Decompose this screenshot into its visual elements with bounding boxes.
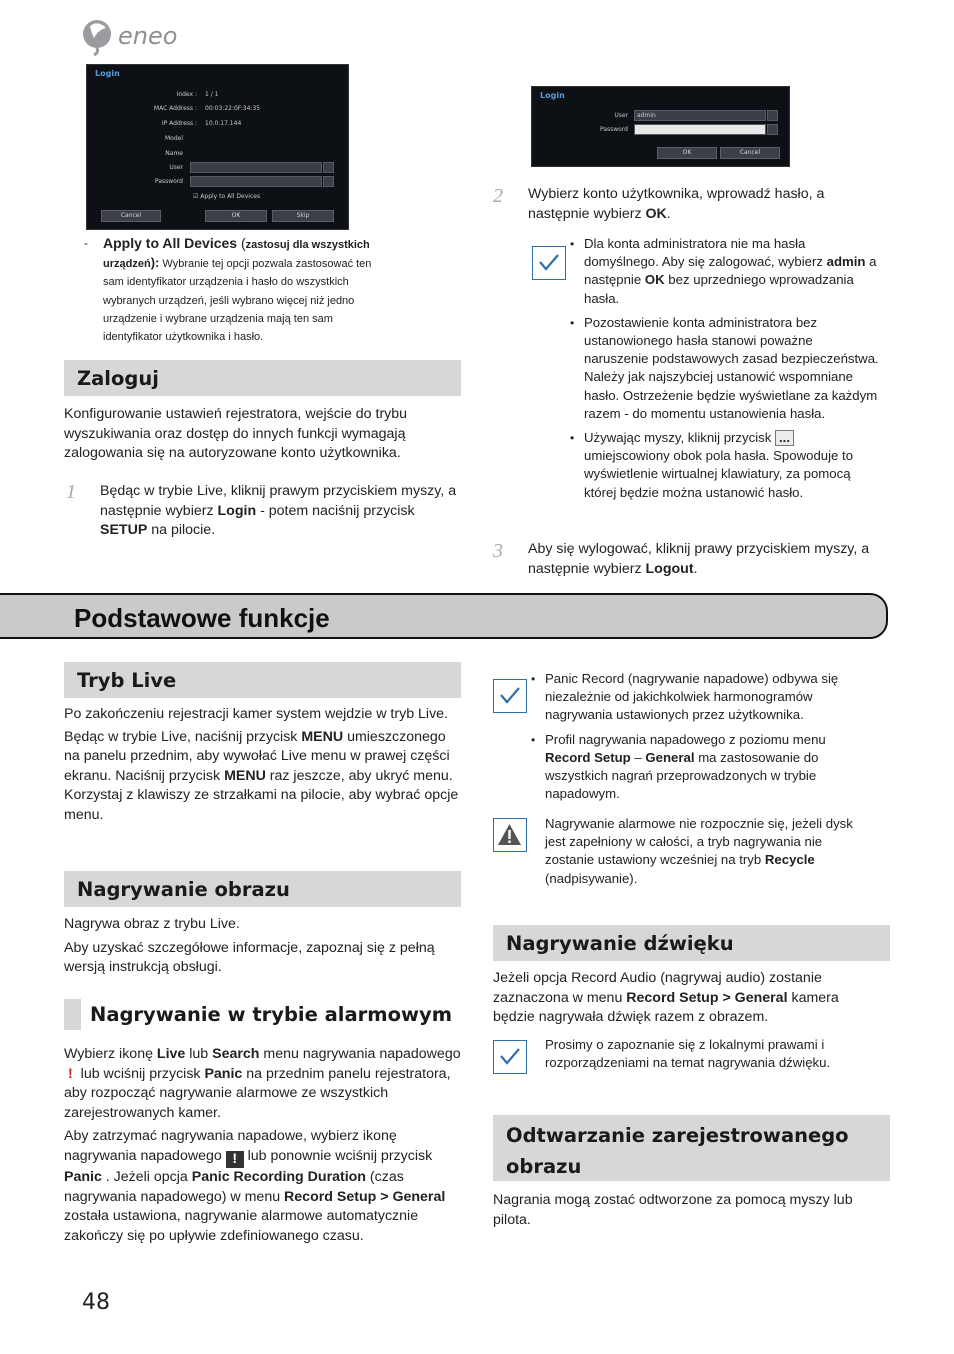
keyboard-button[interactable] — [323, 176, 334, 187]
note-text: – — [630, 749, 646, 765]
login-dialog-screenshot-a — [86, 64, 349, 230]
step-text: . — [666, 205, 671, 222]
paragraph — [64, 1045, 464, 1123]
apply-all-note — [84, 234, 384, 346]
para-text: . Jeżeli opcja — [101, 1168, 192, 1185]
para-text: lub wciśnij przycisk — [76, 1065, 205, 1082]
warning-text: Nagrywanie alarmowe nie rozpocznie się, jeżeli dysk jest zapełniony w całości, a tryb nagrywania nie zostanie ustawiony wcześniej na tryb — [545, 816, 853, 868]
dialog-title: Login — [540, 91, 565, 100]
note-text: Dla konta administratora nie ma hasła domyślnego. Aby się zalogować, wybierz — [584, 236, 827, 270]
skip-button[interactable]: Skip — [272, 210, 334, 222]
nagrywanie-obrazu-body — [64, 915, 462, 978]
alarmowy-body — [64, 1045, 464, 1246]
para-emph: Record Setup > General — [626, 989, 788, 1006]
logo-text: eneo — [118, 22, 178, 50]
note-item — [570, 235, 880, 308]
password-field[interactable] — [634, 124, 766, 135]
para-text: Aby zatrzymać nagrywania napadowe, wybierz ikonę nagrywania napadowego — [64, 1128, 397, 1164]
para-text: (czas nagrywania napadowego) w menu — [64, 1168, 404, 1205]
para-text: Wybierz ikonę — [64, 1046, 157, 1062]
dialog-row-label: Index : — [176, 91, 197, 98]
brand-logo — [80, 16, 190, 56]
step-3-text — [528, 540, 892, 579]
user-field[interactable] — [190, 162, 322, 173]
keyboard-button[interactable] — [767, 124, 778, 135]
password-field[interactable] — [190, 176, 322, 187]
check-note-icon — [532, 246, 566, 280]
zaloguj-heading — [64, 360, 461, 396]
tryb-live-heading-text: Tryb Live — [77, 668, 177, 692]
note-emph: General — [645, 749, 695, 765]
login-notes — [570, 235, 880, 508]
dialog-row-label: Name — [165, 150, 183, 157]
para-emph: Live — [156, 1046, 186, 1062]
step-1-text — [100, 482, 464, 541]
para-text: raz jeszcze, aby ukryć menu. Korzystaj z klawiszy ze strzałkami na pilocie, aby wybrać opcje menu. — [64, 767, 459, 823]
warning-icon — [493, 818, 527, 852]
logo-icon — [80, 16, 116, 56]
paragraph — [64, 728, 462, 826]
note-text: bez uprzedniego wprowadzania hasła. — [584, 272, 854, 306]
odtwarzanie-heading-text: Odtwarzanie zarejestrowanego obrazu — [506, 1124, 849, 1178]
paragraph: Nagrywa obraz z trybu Live. — [64, 916, 240, 932]
paragraph: Po zakończeniu rejestracji kamer system wejdzie w tryb Live. — [64, 706, 448, 722]
step-2-number: 2 — [493, 185, 503, 207]
note-item: • Panic Record (nagrywanie napadowe) odbywa się niezależnie od jakichkolwiek harmonogramów nagrywania ustawionych przez użytkownika. — [531, 670, 861, 725]
dialog-row-label: Model — [164, 135, 183, 142]
para-emph: Panic Recording Duration — [191, 1168, 366, 1185]
apply-all-text: Wybranie tej opcji pozwala zastosować ten sam identyfikator urządzenia i hasło do wszystkich wybranych urządzeń, jeśli wybrano więcej niż jedno urządzenie i wybrane urządzenia mają ten sam identyfikator użytkownika i hasło. — [103, 258, 372, 344]
user-dropdown[interactable] — [767, 110, 778, 121]
dialog-row-value: 1 / 1 — [205, 91, 219, 98]
step-emph: SETUP — [100, 522, 148, 539]
step-text: na pilocie. — [147, 522, 216, 539]
tryb-live-body — [64, 705, 462, 826]
check-note-icon — [493, 679, 527, 713]
dialog-title: Login — [95, 69, 120, 78]
tryb-live-heading — [64, 662, 461, 698]
warning-emph: Recycle — [764, 852, 815, 868]
step-text: Wybierz konto użytkownika, wprowadź hasło, a następnie wybierz — [528, 186, 825, 222]
panic-notes — [531, 670, 861, 809]
note-emph: Record Setup — [545, 749, 631, 765]
alarmowy-heading: Nagrywanie w trybie alarmowym — [90, 1003, 453, 1026]
para-emph: Panic — [204, 1065, 243, 1082]
warning-text: (nadpisywanie). — [545, 870, 638, 886]
page-number: 48 — [82, 1290, 110, 1315]
para-emph: MENU — [301, 728, 344, 745]
zaloguj-heading-text: Zaloguj — [77, 366, 159, 390]
para-emph: Search — [212, 1046, 260, 1062]
note-dash: - — [84, 238, 88, 250]
step-2-text — [528, 185, 884, 224]
para-text: została ustawiona, nagrywanie alarmowe automatycznie zakończy się po upływie zdefiniowanego czasu. — [64, 1208, 419, 1244]
cancel-button[interactable]: Cancel — [720, 147, 780, 159]
para-emph: Record Setup > General — [284, 1188, 446, 1205]
virtual-keyboard-button-icon: ... — [775, 430, 794, 446]
note-text: Używając myszy, kliknij przycisk — [584, 430, 775, 446]
user-value: admin — [637, 112, 656, 119]
note-item — [570, 429, 880, 502]
alarmowy-heading-marker — [64, 999, 81, 1030]
note-text: ma zastosowanie do wszystkich nagrań przeprowadzonych w trybie napadowym. — [545, 749, 819, 802]
step-text: - potem naciśnij przycisk — [256, 502, 415, 519]
step-3-number: 3 — [493, 540, 503, 562]
para-text: na przednim panelu rejestratora, aby rozpocząć nagrywanie alarmowe ze wszystkich zarejestrowanych kamer. — [64, 1065, 451, 1121]
para-text: Jeżeli opcja Record Audio (nagrywaj audio) zostanie zaznaczona w menu — [493, 970, 822, 1006]
step-1-number: 1 — [66, 481, 76, 503]
step-emph: Logout — [645, 560, 694, 577]
note-paren-close: ): — [150, 255, 160, 271]
note-paren-open: ( — [237, 235, 246, 251]
password-label: Password — [599, 126, 628, 133]
odtwarzanie-heading — [493, 1115, 890, 1181]
panic-icon: ! — [68, 1065, 73, 1082]
dialog-row-value: 00:03:22:0F:34:35 — [205, 105, 261, 112]
ok-button[interactable]: OK — [205, 210, 267, 222]
paragraph — [64, 1127, 464, 1246]
nagrywanie-obrazu-heading-text: Nagrywanie obrazu — [77, 877, 290, 901]
para-text: lub — [185, 1046, 213, 1062]
ok-button[interactable]: OK — [657, 147, 717, 159]
para-text: Będąc w trybie Live, naciśnij przycisk — [64, 728, 302, 745]
panic-warning — [545, 815, 865, 888]
login-dialog-screenshot-b — [531, 86, 790, 167]
dialog-row-label: MAC Address : — [153, 105, 197, 112]
step-text: . — [693, 560, 698, 577]
note-emph: OK — [644, 272, 665, 288]
dialog-row-value: 10.0.17.144 — [205, 120, 242, 127]
note-item: • Pozostawienie konta administratora bez ustanowionego hasła stanowi poważne naruszenie podstawowych zasad bezpieczeństwa. Należy jak najszybciej ustanowić wspomniane hasło. Ostrzeżenie będzie wyświetlane za każdym razem - do momentu ustanowienia hasła. — [570, 314, 880, 423]
cancel-button[interactable]: Cancel — [101, 210, 161, 222]
check-note-icon — [493, 1040, 527, 1074]
para-emph: Panic — [64, 1168, 102, 1185]
apply-all-title: Apply to All Devices — [103, 235, 238, 251]
user-label: User — [614, 112, 628, 119]
para-text: umieszczonego na panelu przednim, aby wywołać Live menu w prawej części ekranu. Naciśnij przycisk — [64, 728, 450, 784]
dzwiek-body — [493, 969, 873, 1028]
note-text: a następnie — [584, 254, 877, 288]
dzwiek-note: Prosimy o zapoznanie się z lokalnymi prawami i rozporządzeniami na temat nagrywania dźwięku. — [545, 1037, 831, 1071]
para-text: lub ponownie wciśnij przycisk — [243, 1147, 433, 1164]
para-text: menu nagrywania napadowego — [259, 1046, 461, 1062]
dialog-row-label: User — [169, 164, 183, 171]
apply-all-subtitle: zastosuj dla wszystkich urządzeń — [103, 239, 370, 271]
apply-all-label: Apply to All Devices — [200, 193, 261, 200]
apply-all-checkbox[interactable]: ☑ Apply to All Devices — [193, 193, 261, 200]
para-text: kamera będzie nagrywała dźwięk razem z obrazem. — [493, 989, 839, 1026]
dzwiek-heading — [493, 925, 890, 961]
paragraph: Aby uzyskać szczegółowe informacje, zapoznaj się z pełną wersją instrukcją obsługi. — [64, 939, 435, 976]
chapter-title: Podstawowe funkcje — [74, 603, 330, 633]
dialog-row-label: Password — [154, 178, 183, 185]
step-emph: Login — [217, 502, 257, 519]
note-text: Profil nagrywania napadowego z poziomu menu — [545, 731, 826, 747]
zaloguj-intro: Konfigurowanie ustawień rejestratora, wejście do trybu wyszukiwania oraz dostęp do innych funkcji wymagają zalogowania się na autoryzowane konto użytkownika. — [64, 406, 408, 462]
user-field[interactable] — [634, 110, 766, 121]
nagrywanie-obrazu-heading — [64, 871, 461, 907]
dzwiek-heading-text: Nagrywanie dźwięku — [506, 931, 734, 955]
note-text: umiejscowiony obok pola hasła. Spowoduje to wyświetlenie wirtualnej klawiatury, za pomocą której będzie można ustanowić hasło. — [584, 448, 854, 500]
step-text: Będąc w trybie Live, kliknij prawym przyciskiem myszy, a następnie wybierz — [100, 483, 457, 519]
user-dropdown[interactable] — [323, 162, 334, 173]
step-text: Aby się wylogować, kliknij prawy przyciskiem myszy, a następnie wybierz — [528, 541, 870, 577]
odtwarzanie-body: Nagrania mogą zostać odtworzone za pomocą myszy lub pilota. — [493, 1192, 853, 1228]
dialog-row-label: IP Address : — [161, 120, 197, 127]
panic-stop-icon: ! — [226, 1151, 244, 1168]
para-emph: MENU — [224, 767, 266, 784]
note-item — [531, 731, 861, 804]
note-emph: admin — [826, 254, 866, 270]
chapter-bar — [0, 593, 888, 639]
step-emph: OK — [645, 205, 667, 222]
